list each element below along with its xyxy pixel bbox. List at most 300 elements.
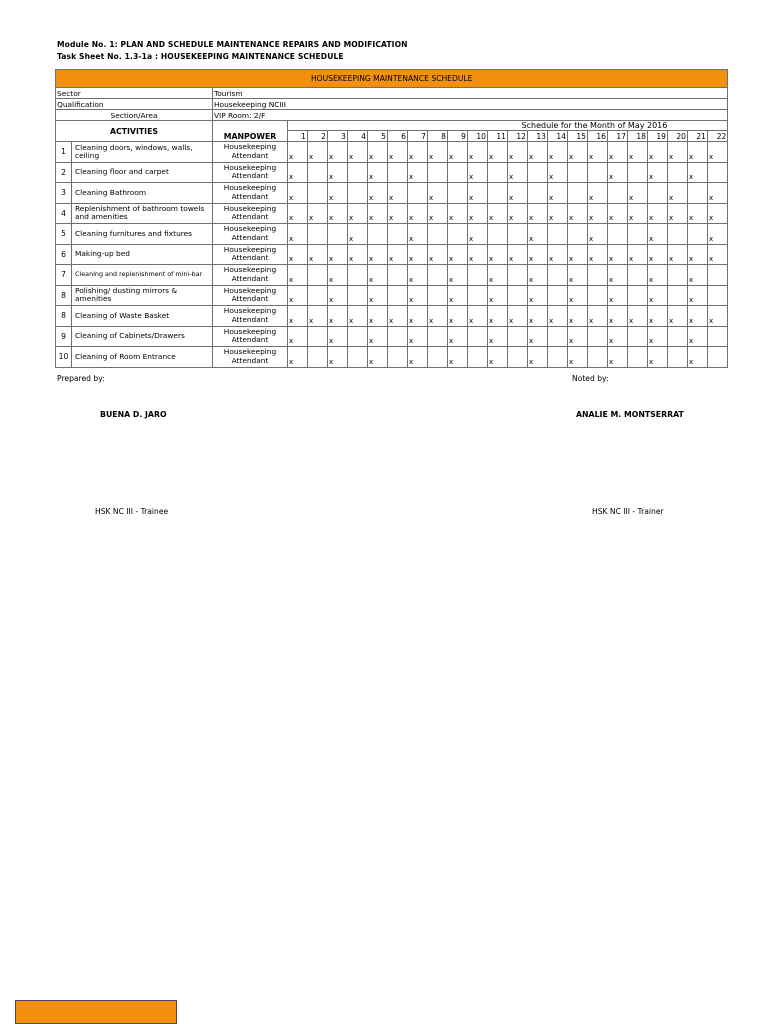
schedule-cell bbox=[448, 162, 468, 183]
schedule-cell bbox=[508, 224, 528, 245]
schedule-cell bbox=[548, 142, 568, 163]
info-value: Tourism bbox=[213, 88, 728, 99]
day-header: 12 bbox=[508, 131, 528, 142]
schedule-mark: x bbox=[469, 173, 474, 181]
schedule-cell bbox=[628, 306, 648, 327]
schedule-cell bbox=[708, 265, 728, 286]
schedule-mark: x bbox=[489, 214, 494, 222]
task-activity: Cleaning Bathroom bbox=[72, 183, 213, 204]
schedule-mark: x bbox=[289, 234, 294, 243]
day-header: 3 bbox=[328, 131, 348, 142]
schedule-cell bbox=[508, 203, 528, 224]
schedule-cell bbox=[648, 306, 668, 327]
schedule-mark: x bbox=[549, 214, 554, 222]
schedule-cell bbox=[348, 265, 368, 286]
schedule-cell bbox=[568, 142, 588, 163]
task-row bbox=[56, 347, 728, 368]
schedule-cell bbox=[648, 203, 668, 224]
schedule-mark: x bbox=[649, 152, 654, 161]
task-row bbox=[56, 162, 728, 183]
schedule-cell bbox=[448, 142, 468, 163]
schedule-mark: x bbox=[569, 337, 574, 345]
schedule-mark: x bbox=[289, 255, 294, 263]
schedule-cell bbox=[388, 347, 408, 368]
schedule-mark: x bbox=[509, 316, 514, 325]
schedule-cell bbox=[408, 142, 428, 163]
task-manpower: Housekeeping Attendant bbox=[213, 162, 288, 183]
schedule-mark: x bbox=[629, 255, 634, 263]
schedule-mark: x bbox=[689, 214, 694, 222]
day-header: 11 bbox=[488, 131, 508, 142]
schedule-mark: x bbox=[529, 214, 534, 222]
schedule-cell bbox=[568, 347, 588, 368]
schedule-cell bbox=[428, 244, 448, 265]
schedule-cell bbox=[668, 244, 688, 265]
schedule-mark: x bbox=[349, 214, 354, 222]
schedule-cell bbox=[428, 285, 448, 306]
day-header: 4 bbox=[348, 131, 368, 142]
schedule-cell bbox=[328, 244, 348, 265]
schedule-cell bbox=[328, 162, 348, 183]
schedule-cell bbox=[608, 183, 628, 204]
schedule-mark: x bbox=[669, 316, 674, 325]
schedule-mark: x bbox=[289, 316, 294, 325]
task-activity: Making-up bed bbox=[72, 244, 213, 265]
schedule-cell bbox=[628, 265, 648, 286]
schedule-mark: x bbox=[429, 316, 434, 325]
schedule-mark: x bbox=[469, 214, 474, 222]
schedule-mark: x bbox=[529, 316, 534, 325]
schedule-cell bbox=[588, 224, 608, 245]
schedule-cell bbox=[648, 183, 668, 204]
schedule-mark: x bbox=[289, 296, 294, 304]
schedule-cell bbox=[308, 224, 328, 245]
schedule-cell bbox=[488, 306, 508, 327]
schedule-mark: x bbox=[589, 316, 594, 325]
schedule-cell bbox=[388, 142, 408, 163]
schedule-mark: x bbox=[589, 214, 594, 222]
schedule-cell bbox=[668, 265, 688, 286]
schedule-cell bbox=[548, 183, 568, 204]
schedule-mark: x bbox=[669, 255, 674, 263]
schedule-cell bbox=[448, 183, 468, 204]
schedule-cell bbox=[608, 244, 628, 265]
prepared-by-label: Prepared by: bbox=[57, 374, 105, 383]
task-number: 6 bbox=[56, 244, 72, 265]
schedule-mark: x bbox=[489, 337, 494, 345]
schedule-cell bbox=[588, 142, 608, 163]
schedule-cell bbox=[368, 203, 388, 224]
schedule-cell bbox=[428, 224, 448, 245]
schedule-cell bbox=[628, 285, 648, 306]
info-value: VIP Room: 2/F bbox=[213, 110, 728, 121]
schedule-cell bbox=[448, 244, 468, 265]
schedule-mark: x bbox=[409, 357, 414, 366]
schedule-mark: x bbox=[529, 296, 534, 304]
schedule-mark: x bbox=[609, 275, 614, 284]
schedule-cell bbox=[688, 347, 708, 368]
task-row bbox=[56, 326, 728, 347]
schedule-cell bbox=[628, 224, 648, 245]
schedule-mark: x bbox=[429, 193, 434, 202]
schedule-cell bbox=[328, 142, 348, 163]
schedule-mark: x bbox=[369, 357, 374, 366]
schedule-cell bbox=[488, 265, 508, 286]
schedule-cell bbox=[348, 142, 368, 163]
schedule-mark: x bbox=[329, 214, 334, 222]
schedule-cell bbox=[548, 347, 568, 368]
schedule-cell bbox=[608, 265, 628, 286]
info-row bbox=[56, 88, 728, 99]
schedule-cell bbox=[408, 162, 428, 183]
schedule-cell bbox=[428, 347, 448, 368]
schedule-cell bbox=[668, 285, 688, 306]
schedule-cell bbox=[688, 224, 708, 245]
schedule-cell bbox=[448, 326, 468, 347]
schedule-cell bbox=[708, 183, 728, 204]
schedule-cell bbox=[528, 224, 548, 245]
schedule-cell bbox=[668, 306, 688, 327]
schedule-mark: x bbox=[289, 173, 294, 181]
schedule-cell bbox=[368, 306, 388, 327]
task-row bbox=[56, 183, 728, 204]
schedule-cell bbox=[388, 265, 408, 286]
schedule-mark: x bbox=[449, 296, 454, 304]
schedule-mark: x bbox=[629, 214, 634, 222]
schedule-cell bbox=[548, 203, 568, 224]
task-number: 7 bbox=[56, 265, 72, 286]
task-activity: Cleaning and replenishment of mini-bar bbox=[72, 265, 213, 286]
schedule-cell bbox=[508, 265, 528, 286]
schedule-cell bbox=[328, 265, 348, 286]
schedule-cell bbox=[708, 285, 728, 306]
schedule-mark: x bbox=[569, 316, 574, 325]
schedule-cell bbox=[548, 162, 568, 183]
schedule-cell bbox=[508, 306, 528, 327]
schedule-cell bbox=[528, 306, 548, 327]
schedule-cell bbox=[648, 265, 668, 286]
info-label: Qualification bbox=[56, 99, 213, 110]
task-sheet-title: Task Sheet No. 1.3-1a : HOUSEKEEPING MAINTENANCE SCHEDULE bbox=[57, 52, 344, 61]
schedule-cell bbox=[708, 162, 728, 183]
task-row bbox=[56, 224, 728, 245]
schedule-cell bbox=[608, 162, 628, 183]
schedule-mark: x bbox=[569, 275, 574, 284]
schedule-cell bbox=[528, 142, 548, 163]
schedule-cell bbox=[408, 347, 428, 368]
schedule-mark: x bbox=[369, 296, 374, 304]
schedule-mark: x bbox=[409, 296, 414, 304]
schedule-cell bbox=[608, 285, 628, 306]
schedule-cell bbox=[488, 203, 508, 224]
day-header: 7 bbox=[408, 131, 428, 142]
schedule-mark: x bbox=[649, 296, 654, 304]
task-activity: Polishing/ dusting mirrors & amenities bbox=[72, 285, 213, 306]
schedule-cell bbox=[528, 162, 548, 183]
schedule-mark: x bbox=[589, 234, 594, 243]
schedule-mark: x bbox=[629, 193, 634, 202]
schedule-cell bbox=[368, 183, 388, 204]
schedule-mark: x bbox=[609, 357, 614, 366]
schedule-mark: x bbox=[449, 337, 454, 345]
schedule-cell bbox=[528, 285, 548, 306]
schedule-cell bbox=[388, 224, 408, 245]
schedule-mark: x bbox=[609, 337, 614, 345]
schedule-mark: x bbox=[449, 357, 454, 366]
schedule-cell bbox=[608, 326, 628, 347]
schedule-mark: x bbox=[409, 234, 414, 243]
schedule-cell bbox=[648, 224, 668, 245]
schedule-cell bbox=[368, 224, 388, 245]
task-row bbox=[56, 244, 728, 265]
schedule-cell bbox=[328, 285, 348, 306]
schedule-cell bbox=[428, 162, 448, 183]
schedule-mark: x bbox=[549, 152, 554, 161]
schedule-cell bbox=[328, 224, 348, 245]
schedule-mark: x bbox=[709, 152, 714, 161]
schedule-mark: x bbox=[329, 337, 334, 345]
schedule-cell bbox=[428, 203, 448, 224]
schedule-cell bbox=[328, 183, 348, 204]
schedule-cell bbox=[468, 162, 488, 183]
task-manpower: Housekeeping Attendant bbox=[213, 347, 288, 368]
schedule-cell bbox=[308, 142, 328, 163]
schedule-cell bbox=[468, 347, 488, 368]
schedule-cell bbox=[688, 142, 708, 163]
schedule-mark: x bbox=[589, 193, 594, 202]
schedule-cell bbox=[408, 306, 428, 327]
schedule-mark: x bbox=[369, 316, 374, 325]
schedule-cell bbox=[468, 142, 488, 163]
schedule-cell bbox=[708, 142, 728, 163]
schedule-mark: x bbox=[329, 275, 334, 284]
schedule-cell bbox=[348, 285, 368, 306]
schedule-mark: x bbox=[689, 255, 694, 263]
task-number: 3 bbox=[56, 183, 72, 204]
day-header: 5 bbox=[368, 131, 388, 142]
schedule-mark: x bbox=[429, 214, 434, 222]
schedule-cell bbox=[628, 162, 648, 183]
schedule-cell bbox=[568, 203, 588, 224]
schedule-mark: x bbox=[649, 316, 654, 325]
schedule-mark: x bbox=[429, 255, 434, 263]
schedule-cell bbox=[288, 244, 308, 265]
schedule-cell bbox=[388, 203, 408, 224]
schedule-cell bbox=[408, 224, 428, 245]
schedule-cell bbox=[468, 285, 488, 306]
schedule-cell bbox=[628, 347, 648, 368]
schedule-mark: x bbox=[469, 316, 474, 325]
schedule-mark: x bbox=[669, 214, 674, 222]
schedule-title-row bbox=[56, 70, 728, 88]
schedule-mark: x bbox=[349, 152, 354, 161]
schedule-cell bbox=[708, 203, 728, 224]
schedule-mark: x bbox=[509, 214, 514, 222]
schedule-mark: x bbox=[569, 296, 574, 304]
task-manpower: Housekeeping Attendant bbox=[213, 203, 288, 224]
schedule-cell bbox=[308, 326, 328, 347]
day-header: 2 bbox=[308, 131, 328, 142]
task-manpower: Housekeeping Attendant bbox=[213, 265, 288, 286]
schedule-mark: x bbox=[349, 234, 354, 243]
schedule-cell bbox=[688, 306, 708, 327]
activities-header: ACTIVITIES bbox=[56, 121, 213, 142]
schedule-mark: x bbox=[649, 357, 654, 366]
schedule-mark: x bbox=[629, 316, 634, 325]
schedule-mark: x bbox=[509, 173, 514, 181]
schedule-cell bbox=[428, 326, 448, 347]
schedule-mark: x bbox=[609, 152, 614, 161]
schedule-cell bbox=[388, 306, 408, 327]
schedule-cell bbox=[668, 203, 688, 224]
schedule-mark: x bbox=[689, 357, 694, 366]
schedule-mark: x bbox=[389, 316, 394, 325]
schedule-cell bbox=[368, 244, 388, 265]
info-label: Sector bbox=[56, 88, 213, 99]
schedule-cell bbox=[528, 265, 548, 286]
day-header: 17 bbox=[608, 131, 628, 142]
task-manpower: Housekeeping Attendant bbox=[213, 326, 288, 347]
schedule-mark: x bbox=[589, 152, 594, 161]
schedule-cell bbox=[408, 285, 428, 306]
schedule-cell bbox=[528, 326, 548, 347]
schedule-cell bbox=[348, 306, 368, 327]
task-activity: Cleaning of Cabinets/Drawers bbox=[72, 326, 213, 347]
day-header: 22 bbox=[708, 131, 728, 142]
schedule-cell bbox=[688, 183, 708, 204]
schedule-mark: x bbox=[649, 275, 654, 284]
task-number: 9 bbox=[56, 326, 72, 347]
schedule-mark: x bbox=[489, 296, 494, 304]
schedule-cell bbox=[508, 162, 528, 183]
schedule-cell bbox=[308, 203, 328, 224]
footer-accent-bar bbox=[15, 1000, 177, 1024]
day-header: 9 bbox=[448, 131, 468, 142]
month-label: Schedule for the Month of May 2016 bbox=[288, 121, 728, 131]
schedule-mark: x bbox=[689, 316, 694, 325]
day-header: 18 bbox=[628, 131, 648, 142]
day-header: 8 bbox=[428, 131, 448, 142]
schedule-mark: x bbox=[329, 193, 334, 202]
schedule-cell bbox=[488, 183, 508, 204]
task-row bbox=[56, 142, 728, 163]
schedule-cell bbox=[348, 347, 368, 368]
noter-name: ANALIE M. MONTSERRAT bbox=[576, 410, 684, 419]
schedule-mark: x bbox=[409, 337, 414, 345]
day-header: 15 bbox=[568, 131, 588, 142]
schedule-mark: x bbox=[529, 152, 534, 161]
schedule-cell bbox=[628, 142, 648, 163]
schedule-mark: x bbox=[309, 255, 314, 263]
schedule-cell bbox=[428, 306, 448, 327]
schedule-mark: x bbox=[389, 152, 394, 161]
task-activity: Cleaning doors, windows, walls, ceiling bbox=[72, 142, 213, 163]
schedule-cell bbox=[288, 306, 308, 327]
schedule-cell bbox=[348, 326, 368, 347]
schedule-cell bbox=[548, 244, 568, 265]
schedule-mark: x bbox=[649, 234, 654, 243]
schedule-mark: x bbox=[489, 316, 494, 325]
schedule-cell bbox=[348, 244, 368, 265]
schedule-cell bbox=[628, 244, 648, 265]
schedule-cell bbox=[688, 162, 708, 183]
schedule-cell bbox=[708, 326, 728, 347]
task-row bbox=[56, 203, 728, 224]
schedule-mark: x bbox=[429, 152, 434, 161]
schedule-cell bbox=[348, 203, 368, 224]
schedule-mark: x bbox=[609, 296, 614, 304]
schedule-cell bbox=[448, 203, 468, 224]
schedule-cell bbox=[408, 203, 428, 224]
schedule-mark: x bbox=[369, 275, 374, 284]
schedule-mark: x bbox=[549, 173, 554, 181]
schedule-cell bbox=[448, 347, 468, 368]
schedule-mark: x bbox=[529, 275, 534, 284]
schedule-mark: x bbox=[369, 337, 374, 345]
task-row bbox=[56, 285, 728, 306]
schedule-cell bbox=[608, 142, 628, 163]
task-manpower: Housekeeping Attendant bbox=[213, 244, 288, 265]
schedule-cell bbox=[648, 285, 668, 306]
schedule-mark: x bbox=[609, 316, 614, 325]
schedule-mark: x bbox=[529, 255, 534, 263]
schedule-cell bbox=[388, 162, 408, 183]
schedule-mark: x bbox=[289, 193, 294, 202]
schedule-mark: x bbox=[689, 296, 694, 304]
schedule-cell bbox=[468, 326, 488, 347]
schedule-cell bbox=[328, 306, 348, 327]
schedule-cell bbox=[568, 244, 588, 265]
schedule-mark: x bbox=[349, 316, 354, 325]
schedule-mark: x bbox=[709, 255, 714, 263]
schedule-cell bbox=[288, 142, 308, 163]
schedule-cell bbox=[548, 285, 568, 306]
schedule-mark: x bbox=[509, 255, 514, 263]
task-activity: Cleaning of Waste Basket bbox=[72, 306, 213, 327]
info-value: Housekeeping NCIII bbox=[213, 99, 728, 110]
schedule-cell bbox=[708, 347, 728, 368]
schedule-cell bbox=[408, 265, 428, 286]
schedule-cell bbox=[548, 224, 568, 245]
schedule-mark: x bbox=[329, 152, 334, 161]
schedule-mark: x bbox=[369, 193, 374, 202]
schedule-mark: x bbox=[569, 255, 574, 263]
schedule-cell bbox=[468, 203, 488, 224]
schedule-cell bbox=[408, 326, 428, 347]
schedule-cell bbox=[688, 265, 708, 286]
schedule-cell bbox=[568, 306, 588, 327]
task-activity: Cleaning furnitures and fixtures bbox=[72, 224, 213, 245]
schedule-cell bbox=[688, 203, 708, 224]
schedule-cell bbox=[288, 265, 308, 286]
day-header: 21 bbox=[688, 131, 708, 142]
task-number: 5 bbox=[56, 224, 72, 245]
day-header: 14 bbox=[548, 131, 568, 142]
schedule-mark: x bbox=[469, 193, 474, 202]
schedule-cell bbox=[368, 142, 388, 163]
schedule-cell bbox=[488, 326, 508, 347]
schedule-cell bbox=[348, 183, 368, 204]
schedule-cell bbox=[708, 244, 728, 265]
schedule-mark: x bbox=[289, 357, 294, 366]
task-number: 8 bbox=[56, 285, 72, 306]
schedule-cell bbox=[488, 347, 508, 368]
task-activity: Replenishment of bathroom towels and amenities bbox=[72, 203, 213, 224]
schedule-mark: x bbox=[509, 152, 514, 161]
task-number: 10 bbox=[56, 347, 72, 368]
schedule-cell bbox=[428, 265, 448, 286]
schedule-cell bbox=[548, 326, 568, 347]
